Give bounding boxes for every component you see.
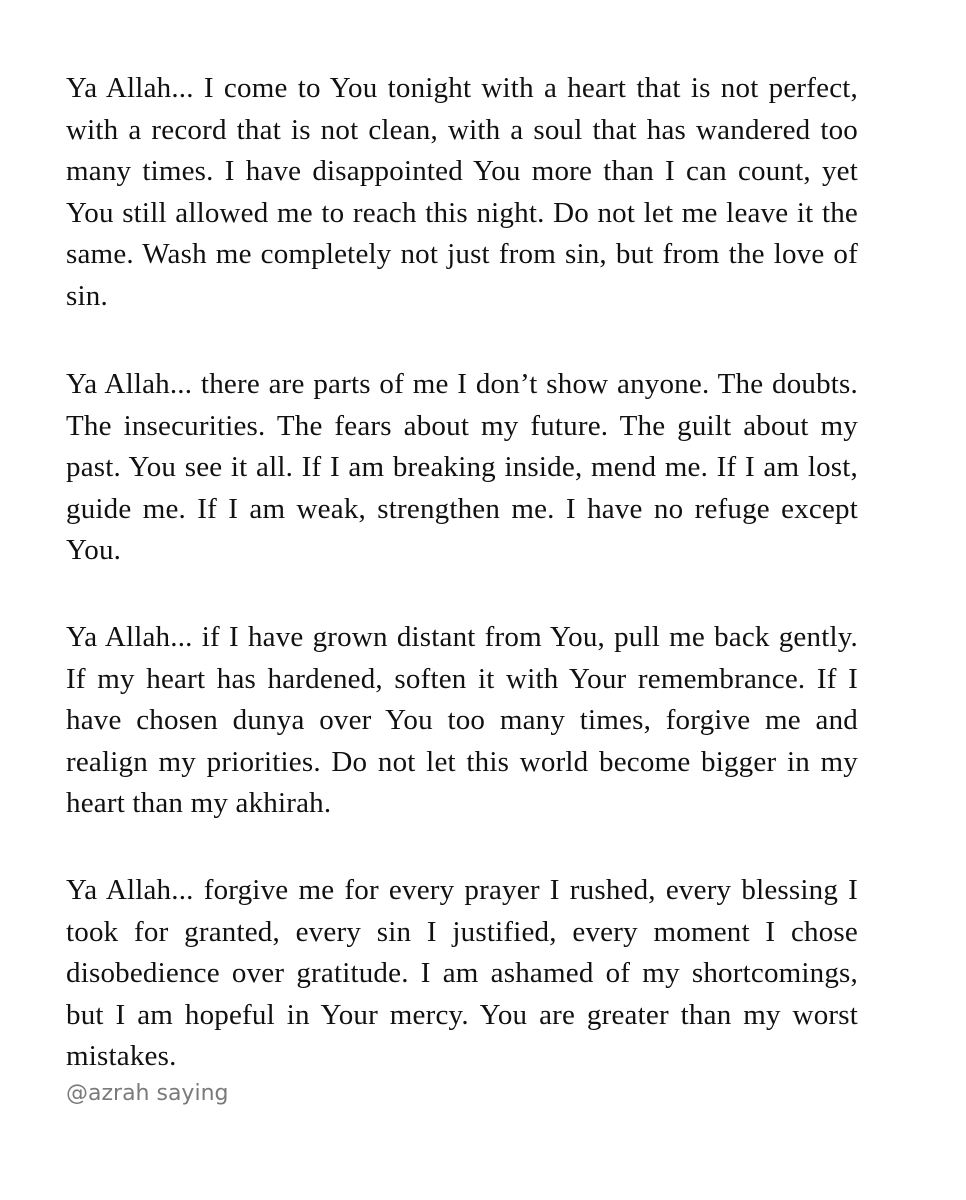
- author-credit: @azrah saying: [66, 1081, 229, 1106]
- paragraph-2: Ya Allah... there are parts of me I don’t show anyone. The doubts. The insecurities. The fears about my future. The guilt about my past. You see it all. If I am breaking inside, mend me. If I am lost, guide me. If I am weak, strengthen me. I have no refuge except You.: [66, 368, 858, 566]
- paragraph-3: Ya Allah... if I have grown distant from You, pull me back gently. If my heart has hardened, soften it with Your remembrance. If I have chosen dunya over You too many times, forgive me and realign my priorities. Do not let this world become bigger in my heart than my akhirah.: [66, 621, 858, 819]
- paragraph-1: Ya Allah... I come to You tonight with a heart that is not perfect, with a record that is not clean, with a soul that has wandered too many times. I have disappointed You more than I can count, yet You still allowed me to reach this night. Do not let me leave it the same. Wash me completely not just from sin, but from the love of sin.: [66, 72, 858, 312]
- paragraph-4: Ya Allah... forgive me for every prayer I rushed, every blessing I took for granted, every sin I justified, every moment I chose disobedience over gratitude. I am ashamed of my shortcomings, but I am hopeful in Your mercy. You are greater than my worst mistakes.: [66, 874, 858, 1072]
